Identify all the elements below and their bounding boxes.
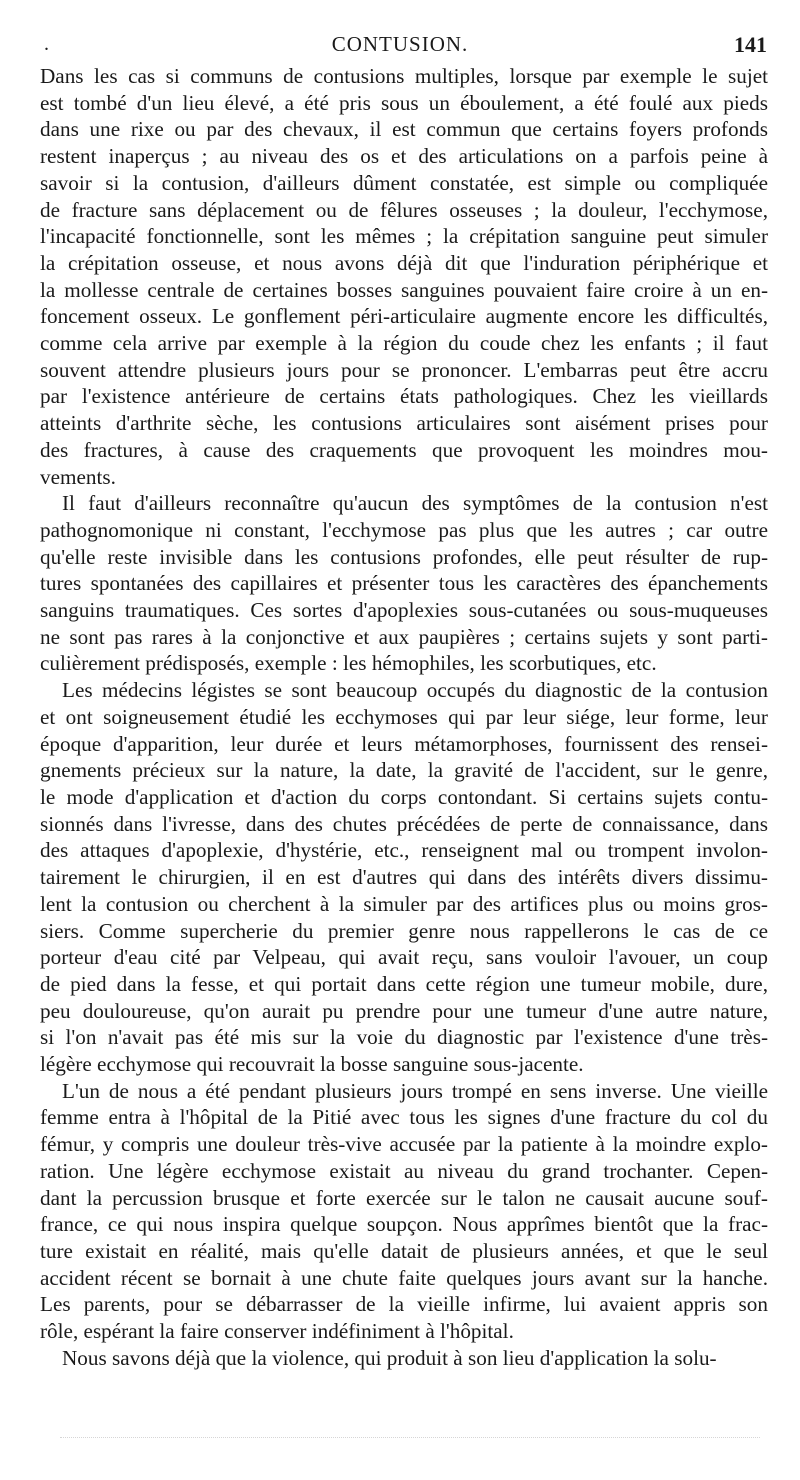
text-line: et ont soigneusement étudié les ecchymoses qui par leur siége, leur forme, leur xyxy=(40,704,768,729)
text-line: fémur, y compris une douleur très-vive accusée par la patiente à la moindre explo- xyxy=(40,1132,768,1157)
text-line: rôle, espérant la faire conserver indéfiniment à l'hôpital. xyxy=(40,1319,514,1344)
text-line: Dans les cas si communs de contusions multiples, lorsque par exemple le sujet xyxy=(40,64,768,88)
text-line: Les parents, pour se débarrasser de la vieille infirme, lui avaient appris son xyxy=(40,1292,768,1317)
text-line: pathognomonique ni constant, l'ecchymose pas plus que les autres ; car outre xyxy=(40,517,768,542)
text-line: gnements précieux sur la nature, la date, la gravité de l'accident, sur le genre, xyxy=(40,758,768,783)
text-line: atteints d'arthrite sèche, les contusions articulaires sont aisément prises pour xyxy=(40,411,768,436)
text-line: ture existait en réalité, mais qu'elle datait de plusieurs années, et que le seul xyxy=(40,1238,768,1263)
footer-rule xyxy=(60,1437,760,1444)
text-line: porteur d'eau cité par Velpeau, qui avait reçu, sans vouloir l'avouer, un coup xyxy=(40,945,768,970)
text-line: dant la percussion brusque et forte exercée sur le talon ne causait aucune souf- xyxy=(40,1185,768,1210)
text-line: si l'on n'avait pas été mis sur la voie du diagnostic par l'existence d'une très- xyxy=(40,1025,768,1050)
text-line: la crépitation osseuse, et nous avons déjà dit que l'induration périphérique et xyxy=(40,250,768,275)
text-line: comme cela arrive par exemple à la région du coude chez les enfants ; il faut xyxy=(40,331,768,356)
running-header xyxy=(0,30,800,60)
text-line: france, ce qui nous inspira quelque soupçon. Nous apprîmes bientôt que la frac- xyxy=(40,1212,768,1237)
paragraph xyxy=(40,63,768,490)
text-line: l'incapacité fonctionnelle, sont les mêmes ; la crépitation sanguine peut simuler xyxy=(40,224,768,249)
text-line: tairement le chirurgien, il en est d'autres qui dans des intérêts divers dissimu- xyxy=(40,865,768,890)
text-line: restent inaperçus ; au niveau des os et des articulations on a parfois peine à xyxy=(40,144,768,169)
text-line: sanguins traumatiques. Ces sortes d'apoplexies sous-cutanées ou sous-muqueuses xyxy=(40,598,768,623)
text-line: de fracture sans déplacement ou de fêlures osseuses ; la douleur, l'ecchymose, xyxy=(40,197,768,222)
paragraph xyxy=(40,1345,768,1372)
text-line: des fractures, à cause des craquements que provoquent les moindres mou- xyxy=(40,437,768,462)
text-line: époque d'apparition, leur durée et leurs métamorphoses, fournissent des rensei- xyxy=(40,731,768,756)
text-line: lent la contusion ou cherchent à la simuler par des artifices plus ou moins gros- xyxy=(40,891,768,916)
header-mark: . xyxy=(44,33,49,55)
text-line: vements. xyxy=(40,464,116,489)
text-line: sionnés dans l'ivresse, dans des chutes précédées de perte de connaissance, dans xyxy=(40,811,768,836)
text-line: par l'existence antérieure de certains états pathologiques. Chez les vieillards xyxy=(40,384,768,409)
text-line: siers. Comme supercherie du premier genre nous rappellerons le cas de ce xyxy=(40,918,768,943)
text-line: foncement osseux. Le gonflement péri-articulaire augmente encore les difficultés, xyxy=(40,304,768,329)
text-line: ration. Une légère ecchymose existait au niveau du grand trochanter. Cepen- xyxy=(40,1158,768,1183)
text-line: accident récent se bornait à une chute faite quelques jours avant sur la hanche. xyxy=(40,1265,768,1290)
paragraph xyxy=(40,677,768,1078)
text-line: est tombé d'un lieu élevé, a été pris sous un éboulement, a été foulé aux pieds xyxy=(40,90,768,115)
paragraph xyxy=(40,490,768,677)
text-line: L'un de nous a été pendant plusieurs jours trompé en sens inverse. Une vieille xyxy=(62,1078,768,1103)
text-line: ne sont pas rares à la conjonctive et aux paupières ; certains sujets y sont parti- xyxy=(40,624,768,649)
body-text xyxy=(40,63,768,1371)
text-line: peu douloureuse, qu'on aurait pu prendre pour une tumeur d'une autre nature, xyxy=(40,998,768,1023)
text-line: dans une rixe ou par des chevaux, il est commun que certains foyers profonds xyxy=(40,117,768,142)
text-line: savoir si la contusion, d'ailleurs dûment constatée, est simple ou compliquée xyxy=(40,170,768,195)
text-line: de pied dans la fesse, et qui portait dans cette région une tumeur mobile, dure, xyxy=(40,971,768,996)
text-line: souvent attendre plusieurs jours pour se prononcer. L'embarras peut être accru xyxy=(40,357,768,382)
text-line: le mode d'application et d'action du corps contondant. Si certains sujets contu- xyxy=(40,784,768,809)
text-line: tures spontanées des capillaires et présenter tous les caractères des épanchements xyxy=(40,571,768,596)
page-number: 141 xyxy=(734,32,767,57)
paragraph xyxy=(40,1078,768,1345)
text-line: Nous savons déjà que la violence, qui produit à son lieu d'application la solu- xyxy=(62,1345,717,1370)
text-line: Il faut d'ailleurs reconnaître qu'aucun des symptômes de la contusion n'est xyxy=(62,491,768,516)
text-line: la mollesse centrale de certaines bosses sanguines pouvaient faire croire à un en- xyxy=(40,277,768,302)
text-line: légère ecchymose qui recouvrait la bosse sanguine sous-jacente. xyxy=(40,1052,584,1077)
text-line: culièrement prédisposés, exemple : les hémophiles, les scorbutiques, etc. xyxy=(40,651,657,676)
text-line: qu'elle reste invisible dans les contusions profondes, elle peut résulter de rup- xyxy=(40,544,768,569)
text-line: Les médecins légistes se sont beaucoup occupés du diagnostic de la contusion xyxy=(62,678,768,703)
text-line: des attaques d'apoplexie, d'hystérie, etc., renseignent mal ou trompent involon- xyxy=(40,838,768,863)
text-line: femme entra à l'hôpital de la Pitié avec tous les signes d'une fracture du col du xyxy=(40,1105,768,1130)
running-title: CONTUSION. xyxy=(331,32,469,56)
